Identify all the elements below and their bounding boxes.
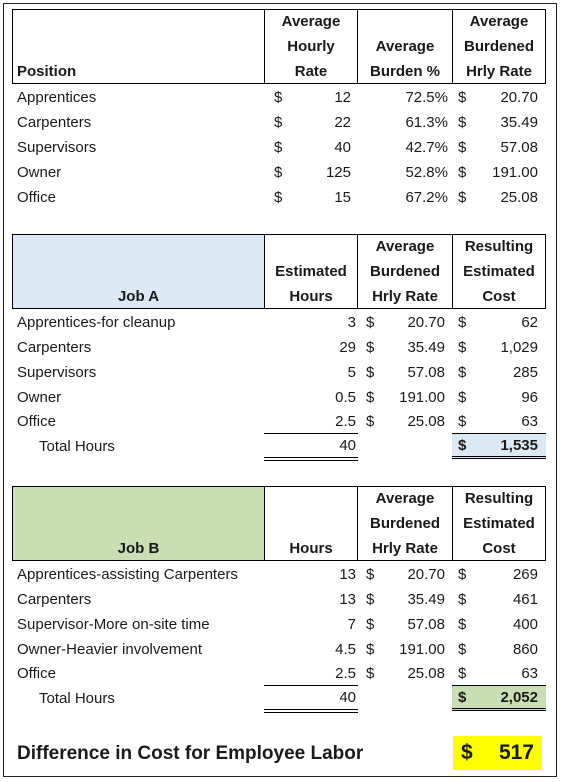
job-b-rate-header-1: Average <box>375 490 435 507</box>
job-b-total-label: Total Hours <box>39 690 115 707</box>
rate-value: 20.70 <box>407 566 445 583</box>
job-a-title: Job A <box>117 288 160 305</box>
currency-symbol: $ <box>458 114 467 131</box>
job-a-total-currency: $ <box>458 437 467 454</box>
rates-header-hourly-2: Hourly <box>287 38 335 55</box>
job-a-total-label: Total Hours <box>39 438 115 455</box>
job-a-cost-header-1: Resulting <box>464 238 534 255</box>
task-label: Owner-Heavier involvement <box>17 641 203 658</box>
task-label: Carpenters <box>17 339 92 356</box>
currency-symbol: $ <box>458 389 467 406</box>
cost-value: 1,029 <box>500 339 538 356</box>
job-a-rate-header-3: Hrly Rate <box>372 288 438 305</box>
position-label: Owner <box>17 164 62 181</box>
burdened-rate: 35.49 <box>500 114 538 131</box>
rates-header-position: Position <box>17 63 77 80</box>
burden-percent: 67.2% <box>405 189 448 206</box>
task-label: Carpenters <box>17 591 92 608</box>
hours-value: 13 <box>339 566 356 583</box>
job-b-double-underline-2 <box>264 712 358 713</box>
rates-header-burdened-1: Average <box>469 13 529 30</box>
job-b-hours-header: Hours <box>289 540 333 557</box>
position-label: Carpenters <box>17 114 92 131</box>
currency-symbol: $ <box>458 189 467 206</box>
task-label: Office <box>17 413 56 430</box>
currency-symbol: $ <box>458 591 467 608</box>
burden-percent: 52.8% <box>405 164 448 181</box>
task-label: Apprentices-for cleanup <box>17 314 176 331</box>
currency-symbol: $ <box>458 364 467 381</box>
cost-value: 461 <box>512 591 538 608</box>
cost-value: 400 <box>512 616 538 633</box>
currency-symbol: $ <box>274 139 283 156</box>
hourly-rate: 22 <box>334 114 351 131</box>
difference-value: 517 <box>498 741 534 764</box>
rates-header-burdened-2: Burdened <box>463 38 534 55</box>
job-a-total-hours: 40 <box>339 437 356 454</box>
job-a-hours-header-1: Estimated <box>275 263 347 280</box>
hours-value: 2.5 <box>335 413 356 430</box>
cost-value: 63 <box>521 413 538 430</box>
currency-symbol: $ <box>458 164 467 181</box>
burden-percent: 72.5% <box>405 89 448 106</box>
burdened-rate: 191.00 <box>492 164 538 181</box>
rates-header-hourly-1: Average <box>281 13 341 30</box>
currency-symbol: $ <box>366 389 375 406</box>
rate-value: 57.08 <box>407 616 445 633</box>
currency-symbol: $ <box>274 114 283 131</box>
hours-value: 4.5 <box>335 641 356 658</box>
currency-symbol: $ <box>366 641 375 658</box>
currency-symbol: $ <box>458 566 467 583</box>
hours-value: 3 <box>347 314 356 331</box>
currency-symbol: $ <box>366 591 375 608</box>
task-label: Office <box>17 665 56 682</box>
job-b-rate-header-3: Hrly Rate <box>372 540 438 557</box>
position-label: Office <box>17 189 56 206</box>
rates-header-burden-2: Burden % <box>369 63 440 80</box>
rates-header-burden-1: Average <box>375 38 435 55</box>
rate-value: 191.00 <box>399 641 445 658</box>
job-b-cost-header-2: Estimated <box>463 515 535 532</box>
task-label: Owner <box>17 389 62 406</box>
currency-symbol: $ <box>274 89 283 106</box>
currency-symbol: $ <box>458 413 467 430</box>
task-label: Supervisor-More on-site time <box>17 616 210 633</box>
rate-value: 25.08 <box>407 413 445 430</box>
job-a-double-underline-2 <box>264 460 358 461</box>
currency-symbol: $ <box>366 665 375 682</box>
currency-symbol: $ <box>366 364 375 381</box>
burden-percent: 61.3% <box>405 114 448 131</box>
cost-value: 96 <box>521 389 538 406</box>
hourly-rate: 40 <box>334 139 351 156</box>
currency-symbol: $ <box>458 339 467 356</box>
job-b-cost-header-3: Cost <box>482 540 516 557</box>
job-a-rate-header-2: Burdened <box>369 263 440 280</box>
job-b-rate-header-2: Burdened <box>369 515 440 532</box>
rate-value: 57.08 <box>407 364 445 381</box>
hourly-rate: 125 <box>325 164 351 181</box>
cost-value: 269 <box>512 566 538 583</box>
currency-symbol: $ <box>366 314 375 331</box>
difference-label: Difference in Cost for Employee Labor <box>17 743 364 764</box>
job-a-cost-header-3: Cost <box>482 288 516 305</box>
hourly-rate: 12 <box>334 89 351 106</box>
currency-symbol: $ <box>458 314 467 331</box>
task-label: Supervisors <box>17 364 97 381</box>
job-b-total-cost: 2,052 <box>500 689 538 706</box>
hours-value: 0.5 <box>335 389 356 406</box>
currency-symbol: $ <box>366 413 375 430</box>
position-label: Supervisors <box>17 139 97 156</box>
job-a-rate-header-1: Average <box>375 238 435 255</box>
currency-symbol: $ <box>366 339 375 356</box>
cost-value: 860 <box>512 641 538 658</box>
job-a-total-cost: 1,535 <box>500 437 538 454</box>
rate-value: 25.08 <box>407 665 445 682</box>
job-b-title: Job B <box>117 540 160 557</box>
currency-symbol: $ <box>458 665 467 682</box>
currency-symbol: $ <box>366 566 375 583</box>
currency-symbol: $ <box>458 641 467 658</box>
hours-value: 2.5 <box>335 665 356 682</box>
job-b-cost-header-1: Resulting <box>464 490 534 507</box>
job-b-total-hours: 40 <box>339 689 356 706</box>
hourly-rate: 15 <box>334 189 351 206</box>
job-a-cost-header-2: Estimated <box>463 263 535 280</box>
rate-value: 20.70 <box>407 314 445 331</box>
currency-symbol: $ <box>274 189 283 206</box>
rates-header-burdened-3: Hrly Rate <box>466 63 532 80</box>
rate-value: 191.00 <box>399 389 445 406</box>
hours-value: 5 <box>347 364 356 381</box>
hours-value: 29 <box>339 339 356 356</box>
burden-percent: 42.7% <box>405 139 448 156</box>
cost-value: 63 <box>521 665 538 682</box>
task-label: Apprentices-assisting Carpenters <box>17 566 238 583</box>
rate-value: 35.49 <box>407 339 445 356</box>
cost-value: 285 <box>512 364 538 381</box>
currency-symbol: $ <box>458 89 467 106</box>
cost-value: 62 <box>521 314 538 331</box>
difference-currency: $ <box>461 741 473 764</box>
currency-symbol: $ <box>458 616 467 633</box>
rates-header-hourly-3: Rate <box>294 63 328 80</box>
job-a-hours-header-2: Hours <box>289 288 333 305</box>
burdened-rate: 20.70 <box>500 89 538 106</box>
hours-value: 7 <box>347 616 356 633</box>
burdened-rate: 57.08 <box>500 139 538 156</box>
currency-symbol: $ <box>274 164 283 181</box>
position-label: Apprentices <box>17 89 97 106</box>
currency-symbol: $ <box>366 616 375 633</box>
hours-value: 13 <box>339 591 356 608</box>
rate-value: 35.49 <box>407 591 445 608</box>
burdened-rate: 25.08 <box>500 189 538 206</box>
currency-symbol: $ <box>458 139 467 156</box>
job-b-total-currency: $ <box>458 689 467 706</box>
